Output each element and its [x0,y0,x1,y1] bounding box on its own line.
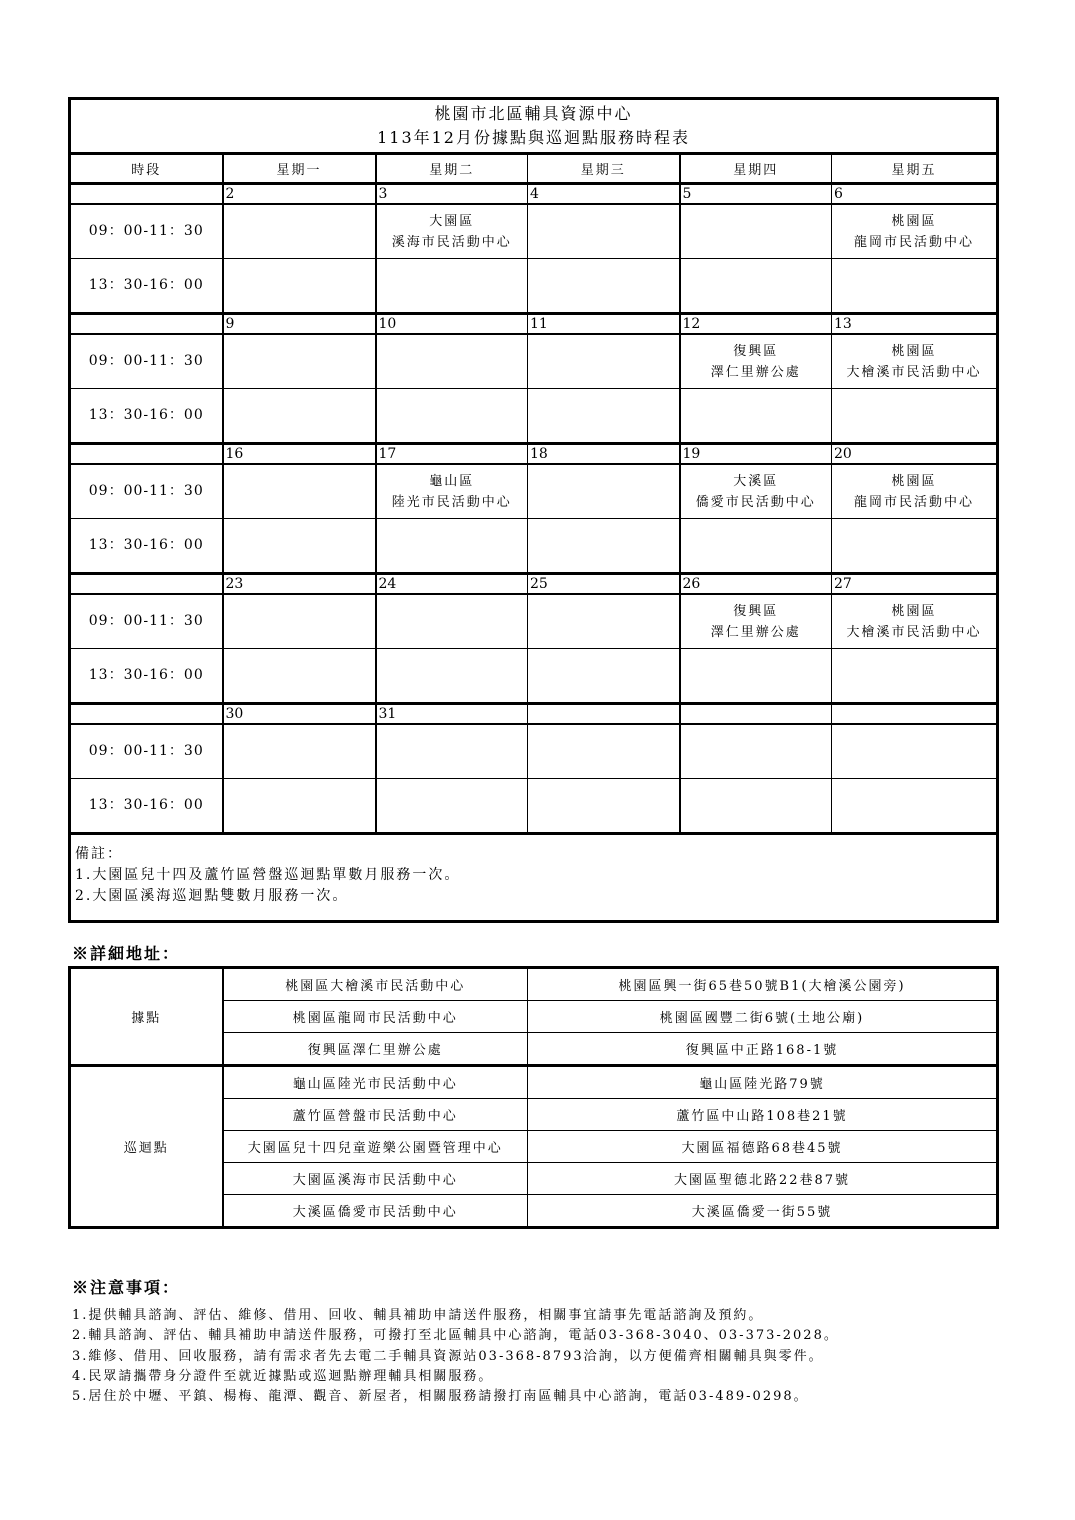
schedule-cell [680,779,832,834]
date-cell: 23 [223,574,376,595]
schedule-cell [680,724,832,779]
district-name: 復興區 [733,603,779,619]
notice-list [72,1306,1062,1407]
schedule-cell [376,464,528,519]
schedule-cell [832,779,998,834]
schedule-cell [528,464,680,519]
location-name: 桃園區大檜溪市民活動中心 [223,968,528,1001]
schedule-cell [376,724,528,779]
notice-item: 2.輔具諮詢、評估、輔具補助申請送件服務，可撥打至北區輔具中心諮詢，電話03-368-3040、03-373-2028。 [72,1328,839,1344]
venue-name: 龍岡市民活動中心 [854,494,975,510]
time-slot-label: 13：30-16：00 [70,259,223,314]
date-cell: 4 [528,184,680,205]
schedule-cell [528,204,680,259]
schedule-cell [376,334,528,389]
schedule-cell [680,259,832,314]
date-cell: 2 [223,184,376,205]
district-name: 桃園區 [891,473,937,489]
district-name: 大溪區 [733,473,779,489]
date-cell: 16 [223,444,376,465]
date-cell: 17 [376,444,528,465]
location-name: 蘆竹區營盤市民活動中心 [223,1099,528,1131]
schedule-cell [376,389,528,444]
location-address: 桃園區興一街65巷50號B1(大檜溪公園旁) [528,968,998,1001]
schedule-cell [680,389,832,444]
date-cell: 25 [528,574,680,595]
schedule-cell [528,519,680,574]
date-cell: 20 [832,444,998,465]
schedule-subtitle: 113年12月份據點與巡迴點服務時程表 [377,128,690,147]
address-table [68,966,999,1229]
address-group-label: 巡迴點 [70,1066,223,1228]
schedule-cell [680,204,832,259]
date-cell: 31 [376,704,528,725]
date-cell: 26 [680,574,832,595]
schedule-cell [376,259,528,314]
header-wednesday: 星期三 [528,154,680,184]
schedule-cell [223,334,376,389]
time-slot-label: 13：30-16：00 [70,389,223,444]
date-cell: 18 [528,444,680,465]
time-slot-label: 13：30-16：00 [70,519,223,574]
schedule-title [70,99,998,154]
schedule-cell [832,204,998,259]
venue-name: 陸光市民活動中心 [391,494,512,510]
schedule-cell [680,519,832,574]
header-row [70,154,998,184]
venue-name: 僑愛市民活動中心 [695,494,816,510]
schedule-cell [376,594,528,649]
schedule-cell [376,519,528,574]
time-slot-row [70,389,998,444]
district-name: 復興區 [733,343,779,359]
time-slot-row [70,594,998,649]
schedule-cell [528,724,680,779]
location-address: 龜山區陸光路79號 [528,1066,998,1099]
district-name: 桃園區 [891,213,937,229]
schedule-cell [528,259,680,314]
date-cell [680,704,832,725]
date-cell [832,704,998,725]
date-row [70,444,998,465]
schedule-cell [680,649,832,704]
venue-name: 溪海市民活動中心 [391,234,512,250]
time-slot-label: 09：00-11：30 [70,464,223,519]
schedule-cell [680,334,832,389]
date-label-cell [70,444,223,465]
date-row [70,574,998,595]
time-slot-label: 09：00-11：30 [70,334,223,389]
schedule-cell [223,519,376,574]
venue-name: 大檜溪市民活動中心 [846,624,982,640]
date-cell: 3 [376,184,528,205]
time-slot-label: 13：30-16：00 [70,779,223,834]
schedule-body [70,99,998,922]
address-body [70,968,998,1228]
schedule-cell [832,724,998,779]
date-cell: 10 [376,314,528,335]
schedule-cell [223,464,376,519]
time-slot-row [70,519,998,574]
date-cell: 30 [223,704,376,725]
venue-name: 澤仁里辦公處 [710,624,801,640]
header-tuesday: 星期二 [376,154,528,184]
date-row [70,314,998,335]
remarks-row [70,834,998,922]
district-name: 桃園區 [891,603,937,619]
schedule-cell [528,649,680,704]
schedule-cell [223,389,376,444]
address-group-label: 據點 [70,968,223,1066]
time-slot-label: 09：00-11：30 [70,724,223,779]
address-section-heading: ※詳細地址： [72,944,181,963]
schedule-cell [528,779,680,834]
location-name: 大園區兒十四兒童遊樂公園暨管理中心 [223,1131,528,1163]
date-cell: 5 [680,184,832,205]
district-name: 龜山區 [429,473,475,489]
header-monday: 星期一 [223,154,376,184]
header-friday: 星期五 [832,154,998,184]
date-cell: 11 [528,314,680,335]
remarks-heading: 備註： [75,846,123,862]
location-address: 大溪區僑愛一街55號 [528,1195,998,1228]
date-row [70,184,998,205]
time-slot-row [70,649,998,704]
schedule-cell [832,259,998,314]
schedule-cell [223,649,376,704]
notice-item: 4.民眾請攜帶身分證件至就近據點或巡迴點辦理輔具相關服務。 [72,1368,494,1384]
schedule-cell [528,389,680,444]
schedule-cell [832,649,998,704]
date-label-cell [70,704,223,725]
date-label-cell [70,314,223,335]
date-cell: 12 [680,314,832,335]
time-slot-label: 09：00-11：30 [70,594,223,649]
date-cell: 6 [832,184,998,205]
remarks-cell [70,834,998,922]
location-address: 蘆竹區中山路108巷21號 [528,1099,998,1131]
address-row [70,1066,998,1099]
schedule-cell [832,519,998,574]
schedule-cell [680,464,832,519]
time-slot-label: 13：30-16：00 [70,649,223,704]
time-slot-row [70,259,998,314]
venue-name: 龍岡市民活動中心 [854,234,975,250]
location-address: 復興區中正路168-1號 [528,1033,998,1066]
schedule-cell [832,389,998,444]
district-name: 大園區 [429,213,475,229]
notice-section-heading: ※注意事項： [72,1278,181,1297]
district-name: 桃園區 [891,343,937,359]
location-name: 復興區澤仁里辦公處 [223,1033,528,1066]
schedule-cell [223,724,376,779]
schedule-cell [376,204,528,259]
date-cell: 19 [680,444,832,465]
remarks-item: 2.大園區溪海巡迴點雙數月服務一次。 [75,888,349,904]
location-address: 大園區聖德北路22巷87號 [528,1163,998,1195]
schedule-cell [223,779,376,834]
notice-item: 5.居住於中壢、平鎮、楊梅、龍潭、觀音、新屋者，相關服務請撥打南區輔具中心諮詢，電話03-489-0298。 [72,1389,809,1405]
location-name: 龜山區陸光市民活動中心 [223,1066,528,1099]
header-time-slot: 時段 [70,154,223,184]
remarks-item: 1.大園區兒十四及蘆竹區營盤巡迴點單數月服務一次。 [75,867,461,883]
header-thursday: 星期四 [680,154,832,184]
date-cell: 24 [376,574,528,595]
address-row [70,968,998,1001]
title-row [70,99,998,154]
schedule-cell [376,779,528,834]
location-name: 桃園區龍岡市民活動中心 [223,1001,528,1033]
schedule-cell [223,204,376,259]
time-slot-label: 09：00-11：30 [70,204,223,259]
schedule-cell [528,334,680,389]
schedule-cell [680,594,832,649]
location-name: 大溪區僑愛市民活動中心 [223,1195,528,1228]
date-cell: 9 [223,314,376,335]
date-label-cell [70,574,223,595]
location-address: 桃園區國豐二街6號(土地公廟) [528,1001,998,1033]
time-slot-row [70,779,998,834]
center-name: 桃園市北區輔具資源中心 [434,104,633,123]
date-label-cell [70,184,223,205]
notice-item: 1.提供輔具諮詢、評估、維修、借用、回收、輔具補助申請送件服務，相關事宜請事先電話諮詢及預約。 [72,1308,764,1323]
schedule-cell [832,594,998,649]
date-row [70,704,998,725]
date-cell: 13 [832,314,998,335]
schedule-cell [832,334,998,389]
location-address: 大園區福德路68巷45號 [528,1131,998,1163]
notice-item: 3.維修、借用、回收服務，請有需求者先去電二手輔具資源站03-368-8793洽詢，以方便備齊相關輔具與零件。 [72,1348,824,1364]
schedule-cell [376,649,528,704]
schedule-cell [223,259,376,314]
schedule-table [68,97,999,923]
time-slot-row [70,334,998,389]
time-slot-row [70,724,998,779]
venue-name: 大檜溪市民活動中心 [846,364,982,380]
location-name: 大園區溪海市民活動中心 [223,1163,528,1195]
venue-name: 澤仁里辦公處 [710,364,801,380]
time-slot-row [70,464,998,519]
schedule-cell [223,594,376,649]
schedule-cell [832,464,998,519]
date-cell [528,704,680,725]
schedule-cell [528,594,680,649]
time-slot-row [70,204,998,259]
date-cell: 27 [832,574,998,595]
